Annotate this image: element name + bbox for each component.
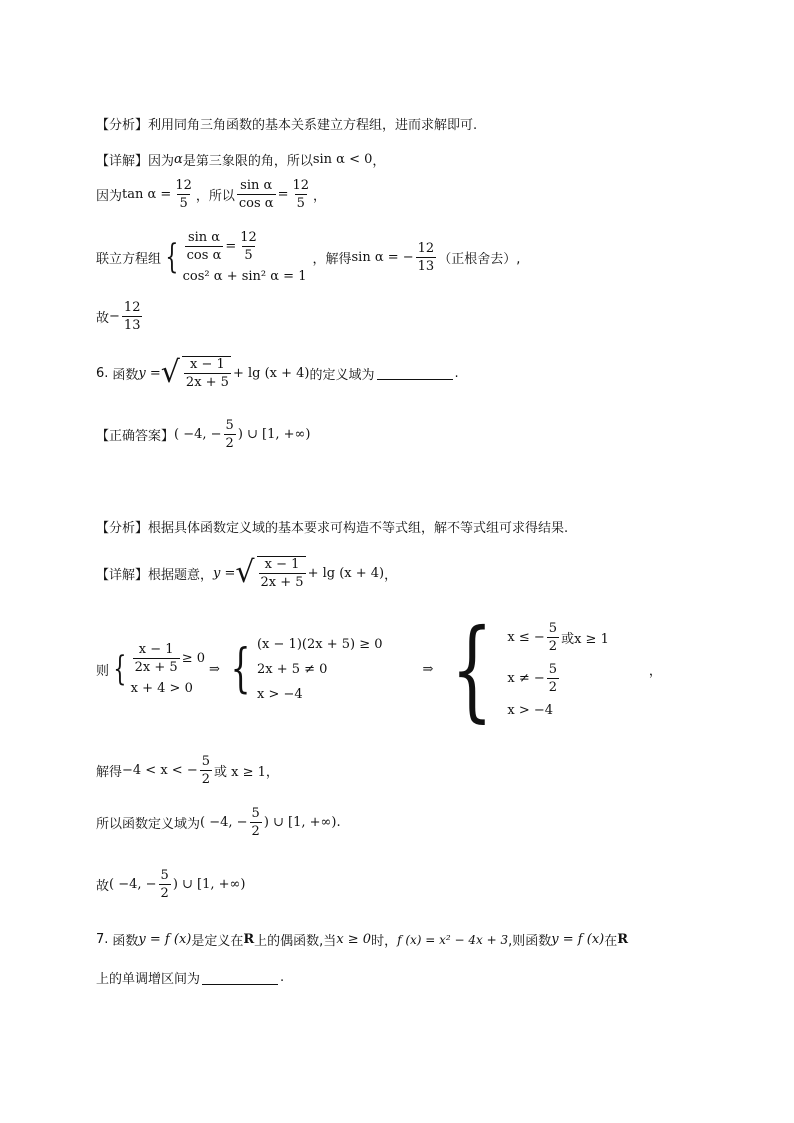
system-row: x > −4	[507, 702, 554, 718]
relation: ≥ 0	[181, 651, 205, 666]
text: 上的偶函数,当	[254, 934, 337, 949]
y-expr: y =	[213, 565, 236, 581]
lg-expr: + lg (x + 4)	[232, 365, 310, 381]
fraction	[159, 868, 171, 901]
text: 函数	[112, 367, 139, 383]
implies-arrow: ⇒	[208, 661, 220, 677]
detail-tag: 【详解】	[96, 567, 149, 583]
text: 因为	[148, 154, 175, 169]
numerator: 5	[251, 806, 260, 821]
function-expr: y = f (x)	[551, 932, 605, 947]
system-rows	[507, 621, 608, 718]
fraction	[200, 754, 212, 787]
text: ，解得	[312, 251, 352, 267]
fraction	[224, 418, 236, 451]
question-number: 6.	[96, 365, 109, 381]
text: 时，	[371, 934, 398, 949]
text: ,则函数	[508, 934, 552, 949]
interval-start: ( −4, −	[109, 877, 157, 892]
text: 故	[96, 879, 110, 894]
domain-line	[96, 806, 341, 839]
system-line	[96, 230, 520, 284]
numerator: 12	[123, 300, 141, 315]
y-expr: y =	[138, 365, 161, 381]
text: 解得	[96, 765, 123, 780]
fraction	[416, 241, 437, 274]
numerator: sin α	[187, 230, 221, 245]
system-row	[183, 230, 307, 263]
tan-line	[96, 178, 326, 211]
numerator: 12	[292, 178, 310, 193]
expr: x ≤ −	[507, 629, 545, 645]
question-7	[96, 930, 628, 949]
fraction	[290, 178, 311, 211]
text: ，所以	[195, 189, 235, 204]
numerator: 5	[548, 661, 558, 677]
fraction	[173, 178, 194, 211]
detail-tag: 【详解】	[96, 154, 149, 169]
question-6	[96, 356, 459, 390]
detail-1	[96, 150, 385, 169]
text: 则	[96, 663, 110, 679]
implies-arrow: ⇒	[422, 661, 434, 677]
expr: 或x ≥ 1	[561, 631, 609, 647]
question-number: 7.	[96, 932, 109, 947]
detail-2	[96, 556, 397, 590]
punct: .	[454, 365, 459, 381]
numerator: sin α	[240, 178, 273, 193]
denominator: 2	[225, 436, 234, 451]
numerator: 5	[201, 754, 210, 769]
conclusion-1	[96, 300, 144, 333]
real-set: R	[243, 932, 255, 947]
text: 故	[96, 311, 110, 326]
answer-blank	[202, 971, 278, 985]
punct: .	[280, 970, 285, 985]
system-c	[437, 605, 609, 733]
denominator: 13	[417, 258, 435, 274]
analysis-text: 利用同角三角函数的基本关系建立方程组，进而求解即可.	[148, 118, 478, 133]
question-7-line-2	[96, 968, 284, 987]
system-row	[507, 621, 608, 654]
system-row: (x − 1)(2x + 5) ≥ 0	[256, 636, 383, 652]
minus: −	[109, 309, 120, 324]
denominator: 2	[548, 679, 558, 695]
alpha-symbol: α	[174, 152, 183, 167]
text: 根据题意，	[148, 567, 214, 583]
fraction	[238, 230, 259, 263]
numerator: 5	[548, 620, 558, 636]
interval-start: ( −4, −	[200, 815, 248, 830]
answer-6	[96, 418, 310, 451]
system-row	[131, 642, 205, 675]
inequality-system	[96, 605, 662, 733]
left-brace: {	[451, 605, 494, 733]
result-expr: sin α = −	[351, 249, 414, 265]
text: 函数	[112, 934, 139, 949]
tan-expr: tan α =	[122, 187, 172, 202]
interval-end: ) ∪ [1, +∞)	[172, 877, 246, 892]
interval-end: ) ∪ [1, +∞)	[237, 427, 311, 442]
equation-system	[161, 230, 306, 284]
numerator: x − 1	[264, 557, 300, 572]
denominator: 2x + 5	[260, 575, 304, 590]
denominator: 2	[251, 824, 260, 839]
punct: ，	[384, 567, 398, 583]
analysis-1	[96, 114, 477, 133]
denominator: 2x + 5	[134, 660, 178, 675]
text: 所以函数定义域为	[96, 817, 201, 832]
sqrt-sign: √	[235, 555, 255, 590]
analysis-text: 根据具体函数定义域的基本要求可构造不等式组，解不等式组可求得结果.	[148, 521, 569, 536]
numerator: 12	[417, 240, 435, 256]
analysis-tag: 【分析】	[96, 521, 149, 536]
inequality: sin α < 0	[312, 152, 373, 167]
text: （正根舍去）,	[438, 251, 521, 267]
numerator: 12	[240, 230, 257, 245]
denominator: 2x + 5	[185, 375, 229, 390]
text: 联立方程组	[96, 251, 162, 267]
expr: 或 x ≥ 1	[214, 765, 266, 780]
system-b	[224, 637, 383, 702]
condition: x ≥ 0	[336, 932, 372, 947]
sqrt-sign: √	[160, 355, 180, 390]
denominator: 2	[548, 638, 558, 654]
fraction	[182, 356, 231, 390]
conclusion-2	[96, 868, 245, 901]
function-expr: y = f (x)	[138, 932, 192, 947]
real-set: R	[617, 932, 629, 947]
numerator: 12	[175, 178, 192, 193]
punct: ，	[265, 765, 279, 780]
numerator: 5	[225, 418, 234, 433]
punct: ，	[372, 154, 386, 169]
fraction	[185, 230, 224, 263]
denominator: 2	[201, 772, 210, 787]
interval-start: ( −4, −	[174, 427, 222, 442]
fraction	[547, 662, 559, 695]
system-rows	[257, 637, 383, 702]
denominator: 13	[123, 318, 141, 333]
fraction	[133, 642, 180, 675]
system-rows	[183, 230, 307, 284]
denominator: 5	[296, 196, 305, 211]
denominator: 5	[179, 196, 188, 211]
numerator: 5	[160, 868, 169, 883]
equals: =	[225, 239, 237, 254]
analysis-2	[96, 517, 568, 536]
text: 上的单调增区间为	[96, 972, 201, 987]
sqrt-expr	[235, 556, 307, 590]
system-row	[507, 662, 608, 695]
fraction	[237, 178, 276, 211]
punct: ，	[313, 189, 327, 204]
left-brace: {	[230, 639, 251, 699]
expr: −4 < x < −	[122, 763, 198, 778]
left-brace: {	[165, 237, 179, 277]
fraction	[122, 300, 143, 333]
expr: x ≠ −	[507, 670, 545, 686]
numerator: x − 1	[190, 357, 225, 372]
denominator: 5	[244, 248, 253, 263]
text: 是第三象限的角，所以	[182, 154, 313, 169]
solve-line	[96, 754, 279, 787]
punct: ，	[648, 663, 662, 679]
denominator: 2	[160, 886, 169, 901]
denominator: cos α	[186, 248, 222, 263]
sqrt-expr	[161, 356, 233, 390]
fraction	[250, 806, 262, 839]
system-row: x > −4	[256, 686, 303, 702]
text: 是定义在	[191, 934, 244, 949]
system-rows	[131, 642, 205, 696]
left-brace: {	[113, 649, 127, 689]
fraction	[257, 556, 306, 590]
lg-expr: + lg (x + 4)	[307, 565, 385, 581]
denominator: cos α	[238, 196, 274, 211]
fraction	[547, 621, 559, 654]
text: 因为	[96, 189, 123, 204]
system-row: 2x + 5 ≠ 0	[256, 661, 328, 677]
interval-end: ) ∪ [1, +∞).	[263, 815, 341, 830]
text: 在	[604, 934, 618, 949]
system-a	[109, 642, 205, 696]
equals: =	[277, 187, 289, 202]
answer-blank	[377, 366, 453, 380]
system-row: x + 4 > 0	[130, 681, 193, 696]
analysis-tag: 【分析】	[96, 118, 149, 133]
answer-tag: 【正确答案】	[96, 429, 175, 444]
function-def: f (x) = x² − 4x + 3	[397, 932, 509, 947]
text: 的定义域为	[309, 367, 375, 383]
system-row: cos² α + sin² α = 1	[182, 269, 307, 284]
numerator: x − 1	[138, 642, 174, 657]
